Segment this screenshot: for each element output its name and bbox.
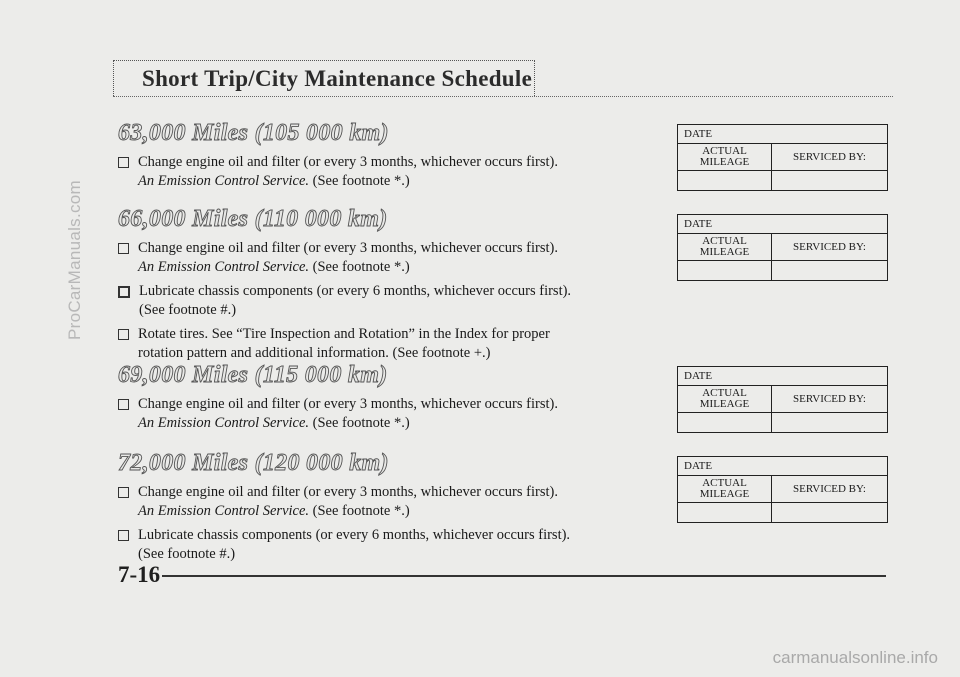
service-item [118, 239, 571, 277]
title-divider [113, 96, 893, 97]
item-text: Change engine oil and filter (or every 3 months, whichever occurs first). [138, 396, 558, 412]
actual-mileage-field[interactable] [678, 503, 772, 523]
serviced-by-label: SERVICED BY: [772, 144, 888, 171]
serviced-by-label: SERVICED BY: [772, 476, 888, 503]
service-record-table [677, 456, 888, 523]
serviced-by-label: SERVICED BY: [772, 234, 888, 261]
section-heading: 66,000 Miles (110 000 km) [118, 206, 388, 232]
page-title: Short Trip/City Maintenance Schedule [113, 60, 535, 96]
item-sub-plain: (See footnote *.) [309, 415, 410, 431]
item-sub-plain: (See footnote *.) [309, 503, 410, 519]
service-item [118, 325, 571, 363]
checkbox[interactable] [118, 487, 129, 498]
serviced-by-field[interactable] [772, 261, 888, 281]
item-sub-italic: An Emission Control Service. [138, 173, 310, 189]
checkbox[interactable] [118, 286, 130, 298]
item-text: Change engine oil and filter (or every 3 months, whichever occurs first). [138, 240, 558, 256]
service-block-66000 [118, 206, 571, 368]
watermark-procarmanuals [60, 50, 90, 470]
service-item [118, 395, 558, 433]
service-item [118, 483, 570, 521]
service-item [118, 153, 558, 191]
date-label[interactable]: DATE [678, 457, 888, 476]
item-sub-plain: (See footnote #.) [139, 302, 237, 318]
item-sub-italic: An Emission Control Service. [138, 259, 310, 275]
item-sub-plain: (See footnote #.) [138, 546, 236, 562]
actual-mileage-label: ACTUAL MILEAGE [678, 144, 772, 171]
item-text: Change engine oil and filter (or every 3 months, whichever occurs first). [138, 484, 558, 500]
item-sub-italic: An Emission Control Service. [138, 503, 310, 519]
date-label[interactable]: DATE [678, 125, 888, 144]
section-heading: 63,000 Miles (105 000 km) [118, 120, 389, 146]
serviced-by-label: SERVICED BY: [772, 386, 888, 413]
service-item [118, 282, 571, 320]
item-sub-plain: rotation pattern and additional information. (See footnote +.) [138, 345, 491, 361]
item-sub-plain: (See footnote *.) [309, 259, 410, 275]
actual-mileage-field[interactable] [678, 171, 772, 191]
actual-mileage-field[interactable] [678, 413, 772, 433]
actual-mileage-label: ACTUAL MILEAGE [678, 234, 772, 261]
item-text: Lubricate chassis components (or every 6 months, whichever occurs first). [139, 283, 572, 299]
item-text: Lubricate chassis components (or every 6 months, whichever occurs first). [138, 527, 571, 543]
footer-rule [162, 575, 886, 577]
watermark-left-text: ProCarManuals.com [65, 179, 85, 341]
page-number: 7-16 [118, 562, 161, 587]
service-block-72000 [118, 450, 570, 569]
item-sub-plain: (See footnote *.) [309, 173, 410, 189]
item-text: Rotate tires. See “Tire Inspection and Rotation” in the Index for proper [138, 326, 550, 342]
watermark-carmanualsonline: carmanualsonline.info [772, 648, 938, 667]
checkbox[interactable] [118, 530, 129, 541]
actual-mileage-label: ACTUAL MILEAGE [678, 386, 772, 413]
service-record-table [677, 366, 888, 433]
checkbox[interactable] [118, 157, 129, 168]
actual-mileage-field[interactable] [678, 261, 772, 281]
checkbox[interactable] [118, 329, 129, 340]
service-block-69000 [118, 362, 558, 438]
serviced-by-field[interactable] [772, 503, 888, 523]
checkbox[interactable] [118, 399, 129, 410]
service-item [118, 526, 570, 564]
date-label[interactable]: DATE [678, 367, 888, 386]
service-block-63000 [118, 120, 558, 196]
actual-mileage-label: ACTUAL MILEAGE [678, 476, 772, 503]
serviced-by-field[interactable] [772, 171, 888, 191]
item-text: Change engine oil and filter (or every 3 months, whichever occurs first). [138, 154, 558, 170]
item-sub-italic: An Emission Control Service. [138, 415, 310, 431]
section-heading: 72,000 Miles (120 000 km) [118, 450, 389, 476]
service-record-table [677, 214, 888, 281]
section-heading: 69,000 Miles (115 000 km) [118, 362, 388, 388]
service-record-table [677, 124, 888, 191]
serviced-by-field[interactable] [772, 413, 888, 433]
checkbox[interactable] [118, 243, 129, 254]
date-label[interactable]: DATE [678, 215, 888, 234]
